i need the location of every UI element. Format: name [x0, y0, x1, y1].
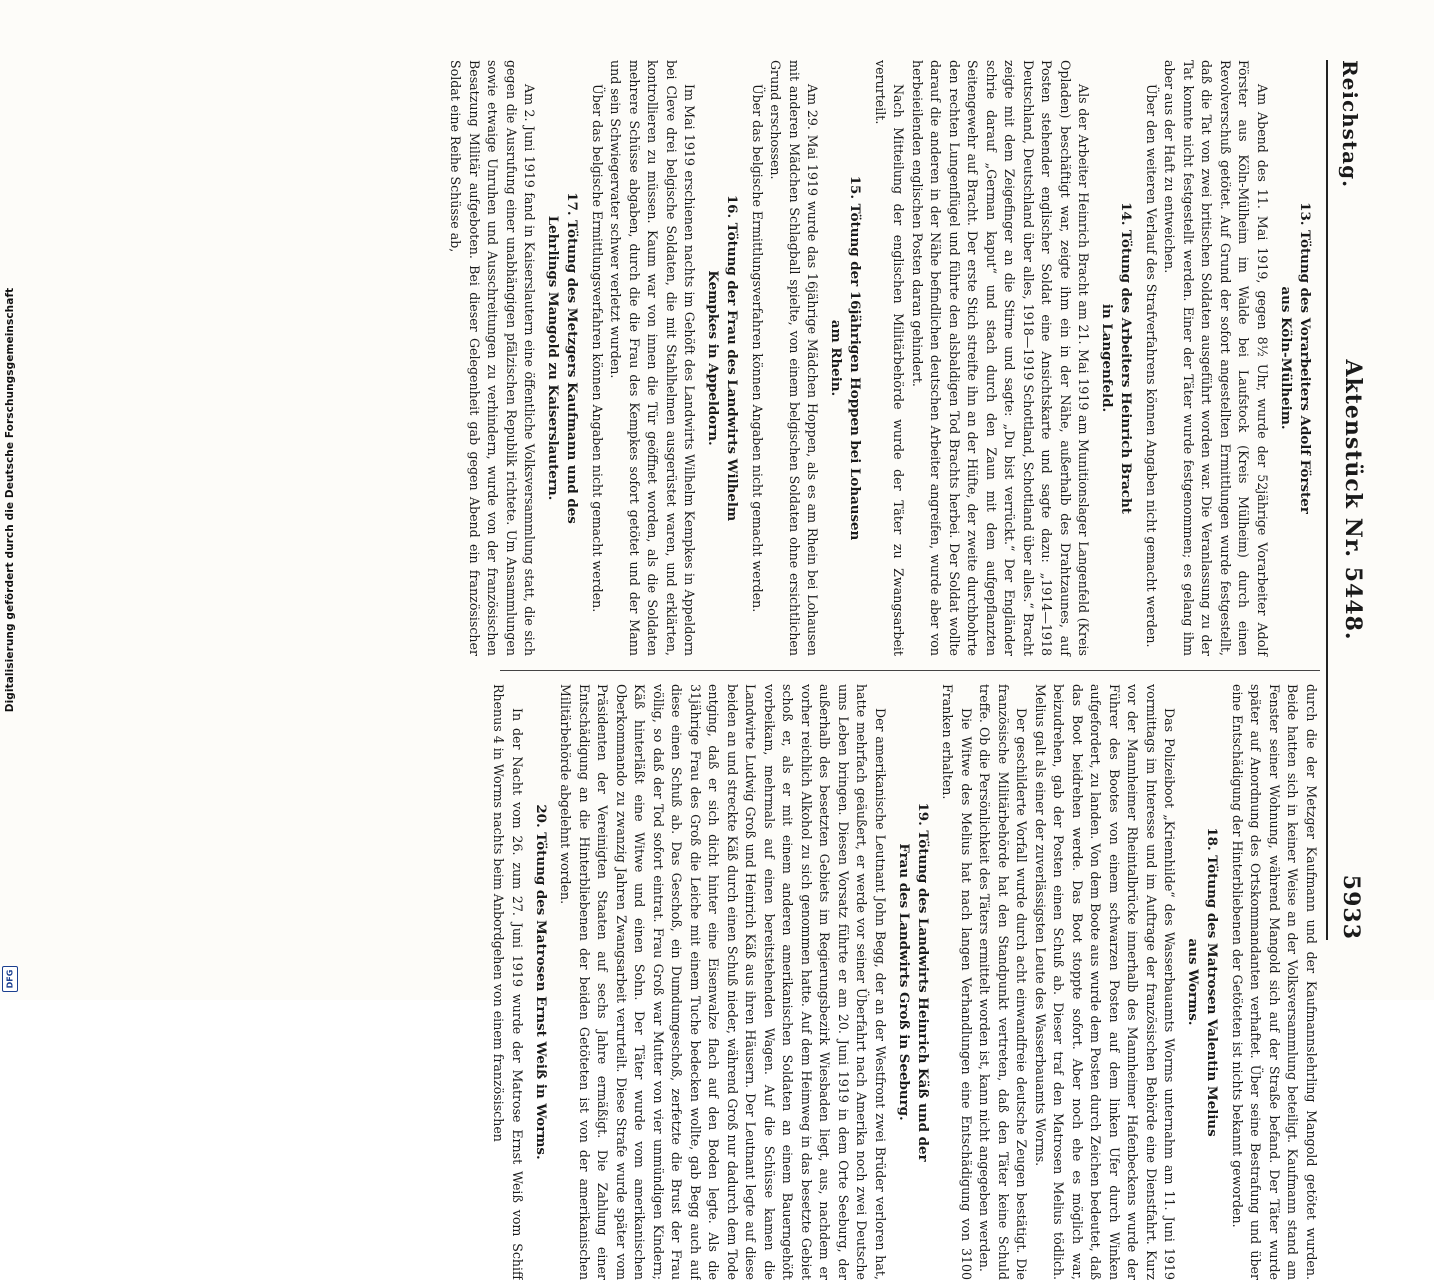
header-rule [1326, 60, 1328, 940]
dfg-logo [2, 966, 18, 992]
section-13-paragraph: Am Abend des 11. Mai 1919, gegen 8½ Uhr, wurde der 52jährige Vorarbeiter Adolf Förster aus Köln-Mülheim im Walde bei Laufstock (Kreis Mülheim) durch einen Revolverschuß getötet. Auf Grund der sofort angestellten Ermittlungen wurde festgestellt, daß die Tat von zwei britischen Soldaten ausgeführt worden war. Die Veranlassung zu der Tat konnte nicht festgestellt werden. Einer der Täter wurde festgenommen; es gelang ihm aber aus der Haft zu entweichen. [1162, 60, 1270, 656]
section-19-heading: 19. Tötung des Landwirts Heinrich Käß und der Frau des Landwirts Groß in Seeburg. [896, 802, 931, 1162]
section-15-paragraph: Am 29. Mai 1919 wurde das 16jährige Mädchen Hoppen, als es am Rhein bei Lohausen mit anderen Mädchen Schlagball spielte, von einem belgischen Soldaten ohne ersichtlichen Grund erschossen. [768, 60, 821, 656]
column-divider [500, 670, 1320, 671]
section-16-paragraph: Im Mai 1919 erschienen nachts im Gehöft des Landwirts Wilhelm Kempkes in Appeldorn bei Cleve drei belgische Soldaten, die mit Stahlhelmen ausgerüstet waren, und erklärten, kontrollieren zu müssen. Kaum war von innen die Tür geöffnet worden, als die Soldaten mehrere Schüsse abgaben, durch die die Frau des Kempkes sofort getötet und der Mann und sein Schwiegervater schwer verletzt wurden. [608, 60, 698, 656]
section-15-paragraph: Über das belgische Ermittlungsverfahren können Angaben nicht gemacht werden. [750, 84, 765, 613]
section-20-heading: 20. Tötung des Matrosen Ernst Weiß in Worms. [533, 804, 549, 1160]
section-17-heading: 17. Tötung des Metzgers Kaufmann und des Lehrlings Mangold zu Kaiserslautern. [545, 192, 581, 524]
section-14-paragraph: Nach Mitteilung der englischen Militärbehörde wurde der Täter zu Zwangsarbeit verurteilt. [873, 60, 907, 656]
section-16-heading: 16. Tötung der Frau des Landwirts Wilhelm Kempkes in Appeldorn. [705, 194, 741, 522]
section-13-paragraph: Über den weiteren Verlauf des Strafverfahrens können Angaben nicht gemacht werden. [1144, 84, 1159, 648]
section-16-paragraph: Über das belgische Ermittlungsverfahren können Angaben nicht gemacht werden. [590, 84, 605, 613]
section-14-paragraph: Als der Arbeiter Heinrich Bracht am 21. Mai 1919 am Munitionslager Langenfeld (Kreis Opladen) beschäftigt war, zeigte ihm ein in der Nähe, außerhalb des Drahtzaunes, auf Posten stehender englischer Soldat eine Ansichtskarte und sagte dazu: „1914—1918 Deutschland, Deutschland über alles, 1918—1919 Schottland, Schottland über alles.“ Bracht zeigte mit dem Zeigefinger an die Stirne und sagte: „Du bist verrückt.“ Der Engländer schrie darauf „German kaput“ und stach durch den Zaun mit dem aufgepflanzten Seitengewehr auf Bracht. Der erste Stich streifte ihn an der Hüfte, der zweite durchbohrte den rechten Lungenflügel und führte den alsbaldigen Tod Brachts herbei. Der Soldat wollte darauf die anderen in der Nähe befindlichen deutschen Arbeiter angreifen, wurde aber von herbeieilenden englischen Posten daran gehindert. [910, 60, 1092, 656]
section-18-paragraph: Das Polizeiboot „Kriemhilde“ des Wasserbauamts Worms unternahm am 11. Juni 1919 vormittags im Interesse und im Auftrage der französischen Behörde eine Dienstfahrt. Kurz vor der Mannheimer Rheintalbrücke innerhalb des Mannheimer Hafenbeckens wurde der Führer des Bootes von einem schwarzen Posten auf dem linken Ufer durch Winken aufgefordert, zu landen. Von dem Boote aus wurde dem Posten durch Zeichen bedeutet, daß das Boot beidrehen werde. Das Boot stoppte sofort. Aber noch ehe es möglich war, beizudrehen, gab der Posten einen Schuß ab. Dieser traf den Matrosen Melius tödlich. Melius galt als einer der zuverlässigsten Leute des Wasserbauamts Worms. [1033, 684, 1178, 1280]
column-right [491, 684, 1320, 1280]
digitization-note-text: Digitalisierung gefördert durch die Deutsche Forschungsgemeinschaft [4, 287, 16, 713]
section-14-heading: 14. Tötung des Arbeiters Heinrich Bracht in Langenfeld. [1099, 202, 1135, 514]
section-18-paragraph: Die Witwe des Melius hat nach langen Verhandlungen eine Entschädigung von 3100 Franken erhalten. [940, 684, 974, 1280]
section-17-continuation: durch die der Metzger Kaufmann und der Kaufmannslehrling Mangold getötet wurden. Beide hatten sich in keiner Weise an der Volksversammlung beteiligt. Kaufmann stand am Fenster seiner Wohnung, während Mangold sich auf der Straße befand. Der Täter wurde später auf Anordnung des Ortskommandanten verhaftet. Über seine Bestrafung und über eine Entschädigung der Hinterbliebenen der Getöteten ist nichts bekannt geworden. [1230, 684, 1319, 1280]
dfg-logo-text: DFG [5, 969, 15, 989]
digitization-note [0, 0, 20, 1000]
header-left: Reichstag. [1338, 60, 1362, 189]
section-17-paragraph: Am 2. Juni 1919 fand in Kaiserslautern eine öffentliche Volksversammlung statt, die sich gegen die Ausrufung einer unabhängigen pfälzischen Republik richtete. Um Ansammlungen sowie etwaige Unruhen und Ausschreitungen zu verhindern, wurde von der französischen Besatzung Militär aufgeboten. Bei dieser Gelegenheit gab gegen Abend ein französischer Soldat eine Reihe Schüsse ab, [448, 60, 538, 656]
section-18-heading: 18. Tötung des Matrosen Valentin Melius aus Worms. [1185, 827, 1221, 1137]
column-left [448, 60, 1320, 656]
section-15-heading: 15. Tötung der 16jährigen Hoppen bei Lohausen am Rhein. [828, 175, 864, 541]
page-header [1334, 60, 1370, 940]
section-19-paragraph: Der amerikanische Leutnant John Begg, der an der Westfront zwei Brüder verloren hat, hatte mehrfach geäußert, er werde vor seiner Überfahrt nach Amerika noch zwei Deutsche ums Leben bringen. Diesen Vorsatz führte er am 20. Juni 1919 in dem Orte Seeburg, der außerhalb des besetzten Gebiets im Regierungsbezirk Wiesbaden liegt, aus, nachdem er vorher reichlich Alkohol zu sich genommen hatte. Auf dem Heimweg in das besetzte Gebiet schoß er, als er mit einem anderen amerikanischen Soldaten an einem Bauerngehöft vorbeikam, mehrmals auf einen bereitstehenden Wagen. Auf die Schüsse kamen die Landwirte Ludwig Groß und Heinrich Käß aus ihren Häusern. Der Leutnant legte auf diese beiden an und streckte Käß durch einen Schuß nieder, während Groß nur dadurch dem Tode entging, daß er sich dicht hinter eine Eisenwalze flach auf den Boden legte. Als die 31jährige Frau des Groß die Leiche mit einem Tuche bedecken wollte, gab Begg auch auf diese einen Schuß ab. Das Geschoß, ein Dumdumgeschoß, zerfetzte die Brust der Frau völlig, so daß der Tod sofort eintrat. Frau Groß war Mutter von vier unmündigen Kindern; Käß hinterläßt eine Witwe und einen Sohn. Der Täter wurde vom amerikanischen Oberkommando zu zwanzig Jahren Zwangsarbeit verurteilt. Diese Strafe wurde später vom Präsidenten der Vereinigten Staaten auf sechs Jahre ermäßigt. Die Zahlung einer Entschädigung an die Hinterbliebenen der beiden Getöteten ist von der amerikanischen Militärbehörde abgelehnt worden. [558, 684, 888, 1280]
header-page-number: 5933 [1338, 874, 1364, 940]
rotated-document-page [112, 60, 1372, 1280]
section-20-paragraph: In der Nacht vom 26. zum 27. Juni 1919 wurde der Matrose Ernst Weiß vom Schiff Rhenus 4 in Worms nachts beim Anbordgehen von einem französischen [491, 684, 525, 1280]
header-document-number: Aktenstück Nr. 5448. [1340, 359, 1366, 641]
section-13-heading: 13. Tötung des Vorarbeiters Adolf Förster aus Köln-Mülheim. [1278, 202, 1313, 514]
section-18-paragraph: Der geschilderte Vorfall wurde durch acht einwandfreie deutsche Zeugen bestätigt. Die französische Militärbehörde hat den Standpunkt vertreten, daß den Täter keine Schuld treffe. Ob die Persönlichkeit des Täters ermittelt worden ist, kann nicht angegeben werden. [977, 684, 1030, 1280]
